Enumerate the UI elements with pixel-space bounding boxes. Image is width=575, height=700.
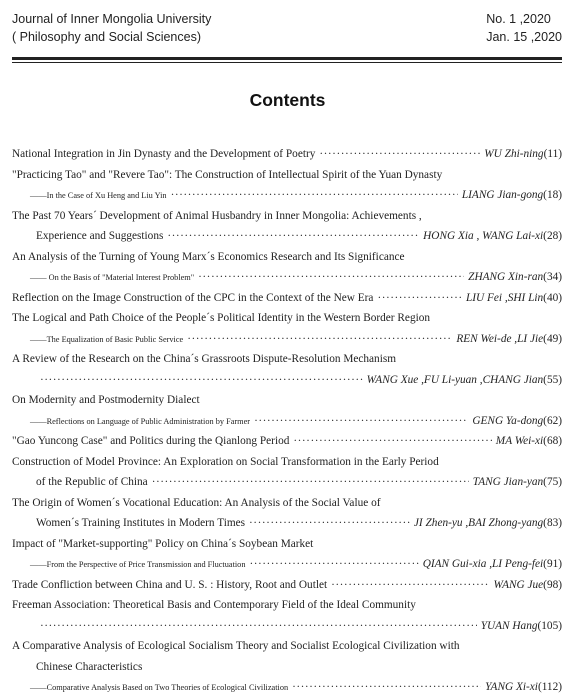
toc-author: MA Wei-xi xyxy=(495,435,544,447)
page-paren-close: ) xyxy=(558,435,562,447)
toc-line xyxy=(12,370,562,391)
page-paren-close: ) xyxy=(558,230,562,242)
toc-line xyxy=(12,493,562,514)
toc-line xyxy=(12,616,562,637)
leader-dots xyxy=(319,144,480,165)
toc-subtitle: ——Reflections on Language of Public Administration by Farmer xyxy=(30,416,251,426)
toc-subtitle: ——From the Perspective of Price Transmission and Fluctuation xyxy=(30,560,246,569)
toc-entry-credit xyxy=(472,411,562,432)
page-title: Contents xyxy=(249,90,326,110)
toc-line xyxy=(12,472,562,493)
toc-entry-credit xyxy=(485,677,562,698)
toc-author: WU Zhi-ning xyxy=(484,148,544,160)
leader-dots xyxy=(152,472,469,493)
toc-subtitle: ——Comparative Analysis Based on Two Theories of Ecological Civilization xyxy=(30,683,289,692)
page-paren-open: ( xyxy=(543,189,547,201)
toc-line xyxy=(12,185,562,206)
page-paren-close: ) xyxy=(558,517,562,529)
toc-entry-credit xyxy=(481,616,562,637)
toc-page-number[interactable]: 98 xyxy=(546,578,559,591)
toc-entry-credit xyxy=(466,288,562,309)
page-paren-close: ) xyxy=(558,558,562,570)
page-paren-open: ( xyxy=(543,476,547,488)
toc-author: HONG Xia , WANG Lai-xi xyxy=(423,230,544,242)
toc-page-number[interactable]: 62 xyxy=(546,414,559,427)
page-paren-close: ) xyxy=(558,476,562,488)
leader-dots xyxy=(292,677,481,698)
toc-page-number[interactable]: 68 xyxy=(546,435,559,447)
toc-page-number[interactable]: 11 xyxy=(547,148,559,160)
toc-line xyxy=(12,452,562,473)
page-paren-close: ) xyxy=(558,681,562,693)
toc-author: YUAN Hang xyxy=(480,619,538,632)
toc-line xyxy=(12,226,562,247)
journal-title: Journal of Inner Mongolia University xyxy=(12,12,212,26)
toc-entry-credit xyxy=(493,575,562,596)
toc-title: Experience and Suggestions xyxy=(36,230,164,242)
toc-author: JI Zhen-yu ,BAI Zhong-yang xyxy=(413,517,544,529)
toc-title: The Past 70 Years´ Development of Animal Husbandry in Inner Mongolia: Achievements , xyxy=(12,209,422,222)
page-paren-open: ( xyxy=(543,332,547,345)
page-paren-close: ) xyxy=(558,578,562,591)
toc-line xyxy=(12,534,562,555)
leader-dots xyxy=(40,616,477,637)
toc-subtitle: ——In the Case of Xu Heng and Liu Yin xyxy=(30,191,167,200)
page-paren-open: ( xyxy=(543,373,547,386)
page-paren-open: ( xyxy=(543,271,547,283)
toc-line xyxy=(12,411,562,432)
toc-page-number[interactable]: 83 xyxy=(546,517,559,529)
toc-title: The Logical and Path Choice of the People´s Political Identity in the Western Border Region xyxy=(12,312,431,324)
page-paren-close: ) xyxy=(558,414,562,427)
page-paren-open: ( xyxy=(543,578,547,591)
toc-line xyxy=(12,349,562,370)
toc-page-number[interactable]: 91 xyxy=(546,558,559,570)
toc-entry-credit xyxy=(414,513,562,534)
toc-title: Chinese Characteristics xyxy=(36,660,143,673)
toc-line xyxy=(12,554,562,575)
header-rule-thin xyxy=(12,62,562,63)
toc-author: WANG Jue xyxy=(493,578,544,591)
toc-title: On Modernity and Postmodernity Dialect xyxy=(12,394,200,406)
leader-dots xyxy=(249,513,410,534)
leader-dots xyxy=(167,226,419,247)
page-paren-open: ( xyxy=(543,230,547,242)
toc-author: ZHANG Xin-ran xyxy=(468,271,544,283)
toc-line xyxy=(12,247,562,268)
toc-entry-credit xyxy=(456,329,562,350)
leader-dots xyxy=(377,288,462,309)
toc-entry-credit xyxy=(423,226,562,247)
toc-line xyxy=(12,144,562,165)
toc-title: Trade Confliction between China and U. S. : History, Root and Outlet xyxy=(12,578,328,591)
toc-title: A Review of the Research on the China´s Grassroots Dispute-Resolution Mechanism xyxy=(12,353,397,365)
toc-author: REN Wei-de ,LI Jie xyxy=(456,332,544,345)
header-rule-thick xyxy=(12,57,562,60)
issue-info xyxy=(486,10,562,46)
toc-title: A Comparative Analysis of Ecological Socialism Theory and Socialist Ecological Civilization with xyxy=(12,640,460,652)
toc-entry-credit xyxy=(468,267,562,288)
toc-line xyxy=(12,513,562,534)
toc-title: An Analysis of the Turning of Young Marx´s Economics Research and Its Significance xyxy=(12,250,405,263)
leader-dots xyxy=(254,411,468,432)
toc-line xyxy=(12,677,562,698)
journal-subtitle: ( Philosophy and Social Sciences) xyxy=(12,30,201,44)
toc-subtitle: —— On the Basis of "Material Interest Problem" xyxy=(30,273,195,282)
toc-line xyxy=(12,575,562,596)
leader-dots xyxy=(198,267,464,288)
toc-author: WANG Xue ,FU Li-yuan ,CHANG Jian xyxy=(366,373,544,386)
leader-dots xyxy=(171,185,458,206)
toc-title: Freeman Association: Theoretical Basis and Contemporary Field of the Ideal Community xyxy=(12,599,416,611)
toc-entry-credit xyxy=(496,431,562,452)
toc-author: TANG Jian-yan xyxy=(472,476,544,488)
toc-page-number[interactable]: 40 xyxy=(546,291,559,304)
toc-line xyxy=(12,267,562,288)
toc-line xyxy=(12,308,562,329)
toc-title: Women´s Training Institutes in Modern Times xyxy=(36,517,246,529)
leader-dots xyxy=(249,554,418,575)
toc-entry-credit xyxy=(484,144,562,165)
toc-title: Reflection on the Image Construction of the CPC in the Context of the New Era xyxy=(12,291,374,304)
toc-page-number[interactable]: 55 xyxy=(546,373,559,386)
toc-page-number[interactable]: 75 xyxy=(546,476,559,488)
page-paren-open: ( xyxy=(543,517,547,529)
toc-page-number[interactable]: 28 xyxy=(546,230,559,242)
toc-line xyxy=(12,288,562,309)
page-paren-open: ( xyxy=(543,435,547,447)
issue-date: Jan. 15 ,2020 xyxy=(486,30,562,44)
issue-number: No. 1 ,2020 xyxy=(486,12,551,26)
leader-dots xyxy=(187,329,452,350)
toc-entry-credit xyxy=(367,370,562,391)
page-paren-open: ( xyxy=(543,148,548,160)
leader-dots xyxy=(40,370,363,391)
toc-title: "Practicing Tao" and "Revere Tao": The Construction of Intellectual Spirit of the Yuan Dynasty xyxy=(12,168,443,181)
leader-dots xyxy=(293,431,491,452)
toc-subtitle: ——The Equalization of Basic Public Service xyxy=(30,334,184,344)
toc-entry-credit xyxy=(473,472,562,493)
toc-author: LIANG Jian-gong xyxy=(461,189,544,201)
page-paren-open: ( xyxy=(543,414,547,427)
page-paren-open: ( xyxy=(543,558,547,570)
page-paren-close: ) xyxy=(558,271,562,283)
journal-name xyxy=(12,10,211,46)
page-paren-open: ( xyxy=(537,619,542,632)
toc-author: QIAN Gui-xia ,LI Peng-fei xyxy=(422,558,544,570)
page-paren-close: ) xyxy=(558,291,562,304)
leader-dots xyxy=(331,575,489,596)
toc-author: LIU Fei ,SHI Lin xyxy=(465,291,544,304)
table-of-contents xyxy=(12,144,562,698)
toc-line xyxy=(12,431,562,452)
toc-line xyxy=(12,206,562,227)
toc-title: The Origin of Women´s Vocational Education: An Analysis of the Social Value of xyxy=(12,496,381,509)
toc-line xyxy=(12,329,562,350)
page-paren-close: ) xyxy=(558,332,562,345)
toc-author: YANG Xi-xi xyxy=(485,681,538,693)
toc-line xyxy=(12,390,562,411)
page-paren-open: ( xyxy=(537,681,542,693)
page-paren-open: ( xyxy=(543,291,547,304)
toc-title: "Gao Yuncong Case" and Politics during the Qianlong Period xyxy=(12,435,290,447)
toc-entry-credit xyxy=(423,554,562,575)
toc-entry-credit xyxy=(462,185,562,206)
toc-line xyxy=(12,165,562,186)
page-paren-close: ) xyxy=(558,148,562,160)
toc-page-number[interactable]: 49 xyxy=(546,332,559,345)
toc-line xyxy=(12,636,562,657)
toc-title: of the Republic of China xyxy=(36,476,148,488)
page-paren-close: ) xyxy=(558,619,562,632)
toc-line xyxy=(12,595,562,616)
toc-title: Construction of Model Province: An Exploration on Social Transformation in the Early Period xyxy=(12,455,439,468)
journal-header xyxy=(12,10,562,46)
toc-line xyxy=(12,657,562,678)
toc-page-number[interactable]: 34 xyxy=(546,271,559,283)
toc-title: Impact of "Market-supporting" Policy on China´s Soybean Market xyxy=(12,537,314,550)
toc-title: National Integration in Jin Dynasty and the Development of Poetry xyxy=(12,148,316,160)
toc-page-number[interactable]: 105 xyxy=(541,619,559,632)
toc-page-number[interactable]: 18 xyxy=(546,189,559,201)
toc-author: GENG Ya-dong xyxy=(472,414,544,427)
page-paren-close: ) xyxy=(558,189,562,201)
toc-page-number[interactable]: 112 xyxy=(541,681,559,693)
page-paren-close: ) xyxy=(558,373,562,386)
